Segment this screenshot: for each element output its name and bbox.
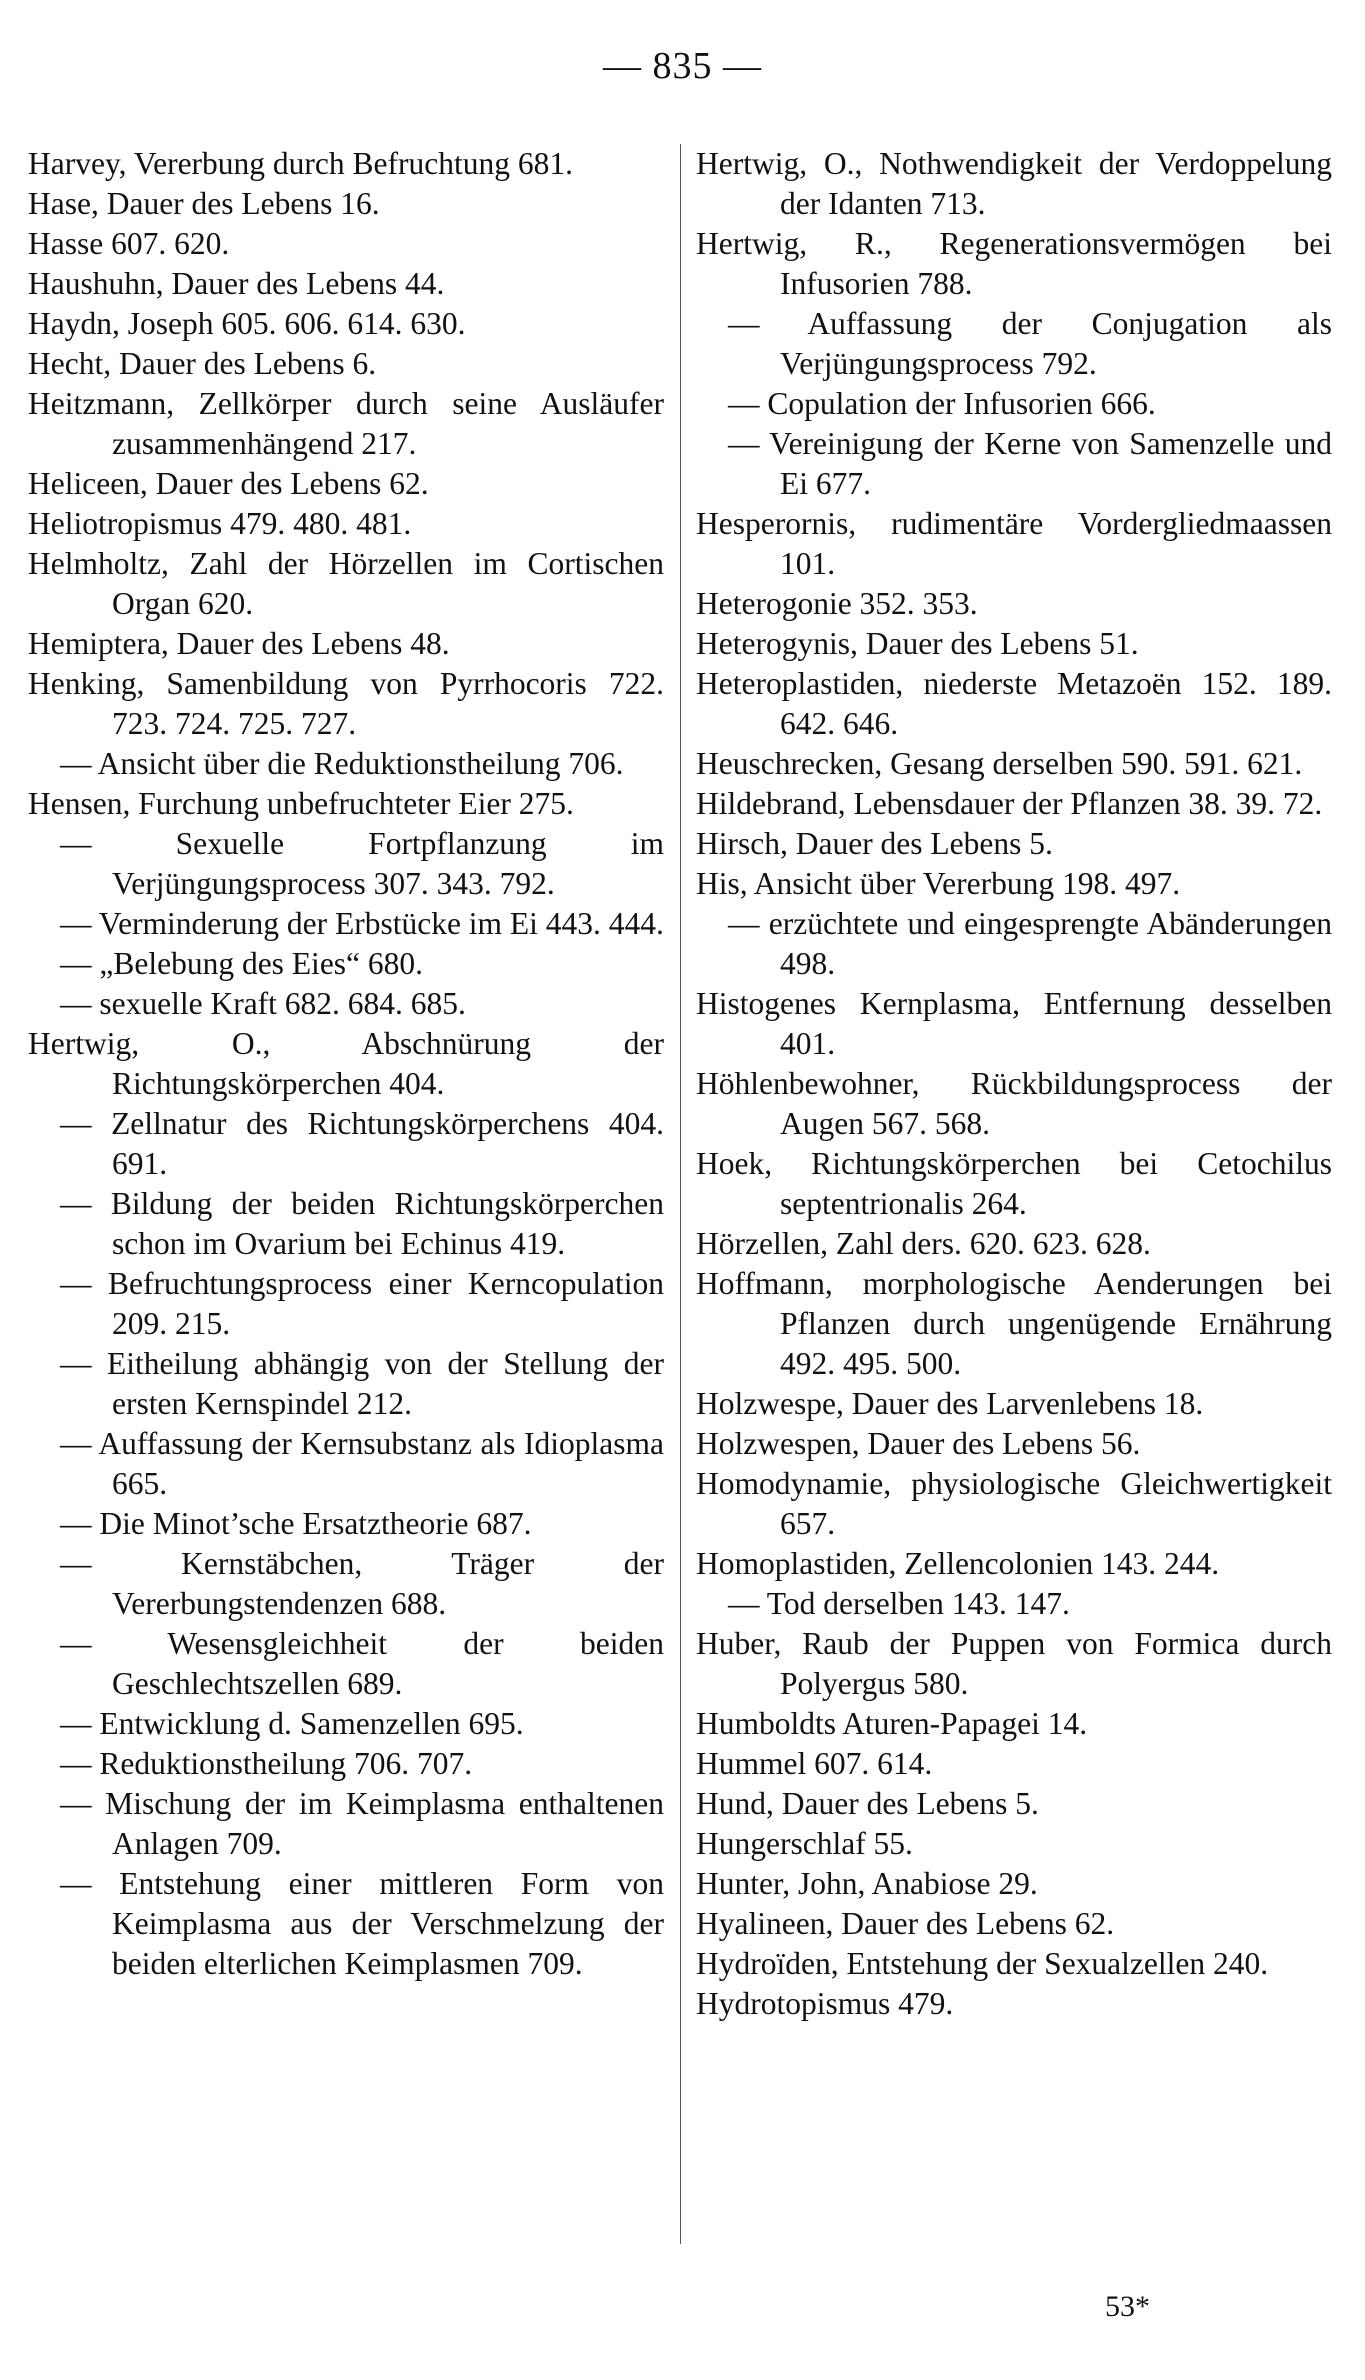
index-subentry: — Copulation der Infusorien 666. [728, 386, 1156, 421]
index-entry: Heterogonie 352. 353. [696, 586, 978, 621]
index-entry: Heliotropismus 479. 480. 481. [28, 506, 412, 541]
index-subentry: — Reduktionstheilung 706. 707. [60, 1746, 473, 1781]
index-entry: Hydrotopismus 479. [696, 1986, 954, 2021]
index-entry: Hertwig, O., Nothwendigkeit der Verdoppelung der Idanten 713. [696, 146, 1332, 221]
page-number: — 835 — [603, 45, 762, 87]
index-entry: Heitzmann, Zellkörper durch seine Ausläufer zusammenhängend 217. [28, 386, 664, 461]
left-index-column [28, 144, 664, 1984]
index-entry: Hasse 607. 620. [28, 226, 230, 261]
index-subentry: — Vereinigung der Kerne von Samenzelle und Ei 677. [728, 426, 1332, 501]
index-entry: Höhlenbewohner, Rückbildungsprocess der Augen 567. 568. [696, 1066, 1332, 1141]
index-subentry: — Eitheilung abhängig von der Stellung der ersten Kernspindel 212. [60, 1346, 664, 1421]
index-entry: Hildebrand, Lebensdauer der Pflanzen 38. 39. 72. [696, 786, 1323, 821]
index-entry: Hunter, John, Anabiose 29. [696, 1866, 1038, 1901]
index-entry: Hund, Dauer des Lebens 5. [696, 1786, 1039, 1821]
index-entry: Humboldts Aturen-Papagei 14. [696, 1706, 1088, 1741]
index-subentry: — Sexuelle Fortpflanzung im Verjüngungsprocess 307. 343. 792. [60, 826, 664, 901]
index-subentry: — Entwicklung d. Samenzellen 695. [60, 1706, 524, 1741]
index-entry: Hertwig, O., Abschnürung der Richtungskörperchen 404. [28, 1026, 664, 1101]
index-entry: Hemiptera, Dauer des Lebens 48. [28, 626, 450, 661]
index-entry: Homodynamie, physiologische Gleichwertigkeit 657. [696, 1466, 1332, 1541]
index-entry: Hoffmann, morphologische Aenderungen bei Pflanzen durch ungenügende Ernährung 492. 495. 500. [696, 1266, 1332, 1381]
index-subentry: — Verminderung der Erbstücke im Ei 443. 444. [60, 906, 664, 941]
index-entry: Harvey, Vererbung durch Befruchtung 681. [28, 146, 573, 181]
index-subentry: — Entstehung einer mittleren Form von Keimplasma aus der Verschmelzung der beiden elterlichen Keimplasmen 709. [60, 1866, 664, 1981]
index-subentry: — Die Minot’sche Ersatztheorie 687. [60, 1506, 532, 1541]
index-entry: Hertwig, R., Regenerationsvermögen bei Infusorien 788. [696, 226, 1332, 301]
signature-mark: 53* [1105, 2290, 1150, 2323]
index-entry: Homoplastiden, Zellencolonien 143. 244. [696, 1546, 1220, 1581]
index-entry: His, Ansicht über Vererbung 198. 497. [696, 866, 1181, 901]
index-subentry: — sexuelle Kraft 682. 684. 685. [60, 986, 466, 1021]
index-subentry: — Auffassung der Conjugation als Verjüngungsprocess 792. [728, 306, 1332, 381]
index-subentry: — „Belebung des Eies“ 680. [60, 946, 424, 981]
index-entry: Hungerschlaf 55. [696, 1826, 913, 1861]
index-subentry: — Zellnatur des Richtungskörperchens 404. 691. [60, 1106, 664, 1181]
index-entry: Haydn, Joseph 605. 606. 614. 630. [28, 306, 466, 341]
index-entry: Histogenes Kernplasma, Entfernung desselben 401. [696, 986, 1332, 1061]
index-entry: Huber, Raub der Puppen von Formica durch Polyergus 580. [696, 1626, 1332, 1701]
index-entry: Hensen, Furchung unbefruchteter Eier 275. [28, 786, 574, 821]
index-subentry: — Wesensgleichheit der beiden Geschlechtszellen 689. [60, 1626, 664, 1701]
index-subentry: — Auffassung der Kernsubstanz als Idioplasma 665. [60, 1426, 664, 1501]
index-entry: Hörzellen, Zahl ders. 620. 623. 628. [696, 1226, 1151, 1261]
index-entry: Henking, Samenbildung von Pyrrhocoris 722. 723. 724. 725. 727. [28, 666, 664, 741]
right-index-column [696, 144, 1332, 2024]
index-entry: Hirsch, Dauer des Lebens 5. [696, 826, 1053, 861]
index-entry: Holzwespe, Dauer des Larvenlebens 18. [696, 1386, 1204, 1421]
index-entry: Heteroplastiden, niederste Metazoën 152. 189. 642. 646. [696, 666, 1332, 741]
index-subentry: — erzüchtete und eingesprengte Abänderungen 498. [728, 906, 1332, 981]
index-entry: Hecht, Dauer des Lebens 6. [28, 346, 377, 381]
index-entry: Helmholtz, Zahl der Hörzellen im Cortischen Organ 620. [28, 546, 664, 621]
index-entry: Hesperornis, rudimentäre Vordergliedmaassen 101. [696, 506, 1332, 581]
index-entry: Heliceen, Dauer des Lebens 62. [28, 466, 429, 501]
column-divider [680, 144, 681, 2244]
index-subentry: — Bildung der beiden Richtungskörperchen schon im Ovarium bei Echinus 419. [60, 1186, 664, 1261]
index-subentry: — Mischung der im Keimplasma enthaltenen Anlagen 709. [60, 1786, 664, 1861]
index-subentry: — Ansicht über die Reduktionstheilung 706. [60, 746, 624, 781]
index-entry: Holzwespen, Dauer des Lebens 56. [696, 1426, 1141, 1461]
index-entry: Heuschrecken, Gesang derselben 590. 591. 621. [696, 746, 1303, 781]
index-subentry: — Kernstäbchen, Träger der Vererbungstendenzen 688. [60, 1546, 664, 1621]
index-subentry: — Befruchtungsprocess einer Kerncopulation 209. 215. [60, 1266, 664, 1341]
index-entry: Haushuhn, Dauer des Lebens 44. [28, 266, 445, 301]
index-entry: Hoek, Richtungskörperchen bei Cetochilus septentrionalis 264. [696, 1146, 1332, 1221]
index-entry: Heterogynis, Dauer des Lebens 51. [696, 626, 1139, 661]
index-entry: Hydroïden, Entstehung der Sexualzellen 240. [696, 1946, 1269, 1981]
index-entry: Hummel 607. 614. [696, 1746, 933, 1781]
index-subentry: — Tod derselben 143. 147. [728, 1586, 1070, 1621]
index-entry: Hase, Dauer des Lebens 16. [28, 186, 380, 221]
index-entry: Hyalineen, Dauer des Lebens 62. [696, 1906, 1115, 1941]
